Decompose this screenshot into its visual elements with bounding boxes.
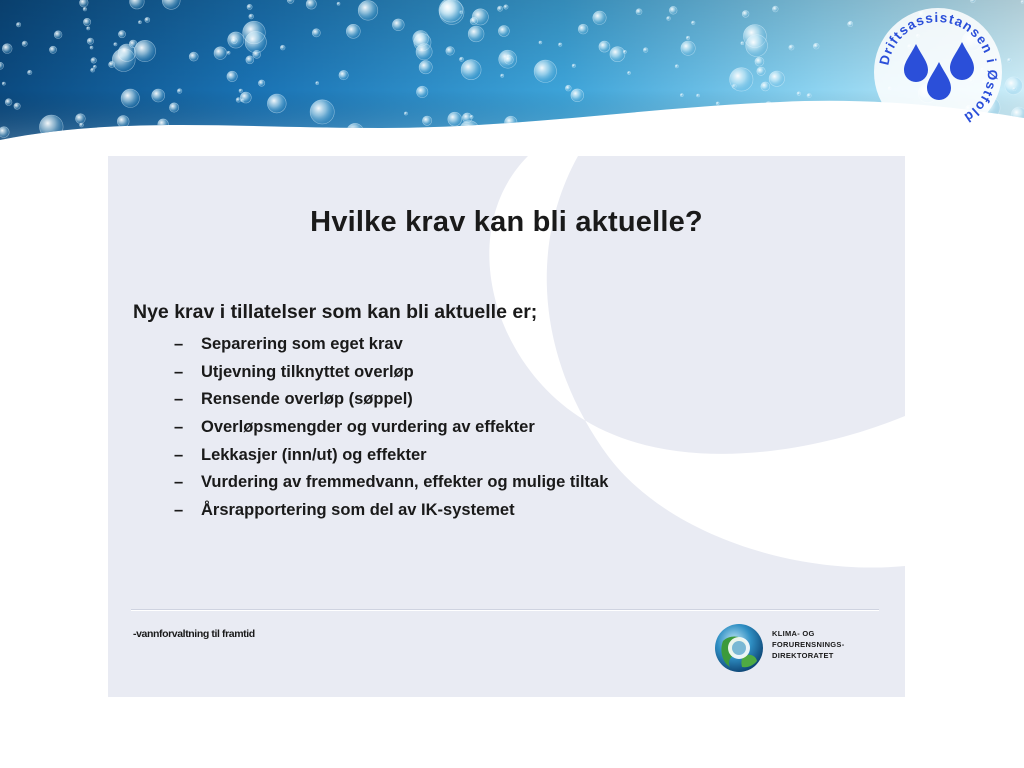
bubble bbox=[109, 61, 115, 67]
bubble bbox=[772, 6, 778, 12]
bubble bbox=[347, 123, 364, 140]
bubble bbox=[227, 71, 237, 81]
agency-name-line: KLIMA- OG bbox=[772, 629, 815, 638]
bubble bbox=[470, 115, 473, 118]
bullet-dash: – bbox=[174, 335, 184, 353]
list-item bbox=[174, 471, 608, 499]
bubble bbox=[849, 112, 852, 115]
bubble bbox=[697, 94, 700, 97]
bubble bbox=[214, 47, 227, 60]
requirements-list bbox=[174, 333, 608, 527]
bubble bbox=[239, 89, 242, 92]
bubble bbox=[1005, 77, 1023, 95]
bubble bbox=[848, 22, 853, 27]
bubble bbox=[90, 46, 93, 49]
slide bbox=[108, 156, 905, 697]
bubble bbox=[417, 86, 428, 97]
bubble bbox=[730, 68, 753, 91]
bullet-dash: – bbox=[174, 390, 184, 409]
footer-divider bbox=[131, 609, 879, 611]
bullet-dash: – bbox=[174, 501, 184, 520]
bubble bbox=[134, 40, 155, 61]
bubble bbox=[539, 41, 542, 44]
driftsassistansen-logo bbox=[872, 6, 1004, 138]
agency-name-line: FORURENSNINGS- bbox=[772, 640, 845, 649]
footer-slogan: -vannforvaltning til framtid bbox=[133, 628, 255, 640]
bubble bbox=[169, 103, 178, 112]
bubble bbox=[746, 35, 768, 57]
bubble bbox=[742, 11, 749, 18]
bullet-dash: – bbox=[174, 418, 184, 437]
bubble bbox=[716, 102, 719, 105]
bubble bbox=[636, 9, 642, 15]
bubble bbox=[623, 50, 626, 53]
bubble bbox=[16, 23, 20, 27]
bubble bbox=[1013, 87, 1016, 90]
bubble bbox=[765, 102, 773, 110]
bubble bbox=[498, 26, 509, 37]
bubble bbox=[80, 123, 84, 127]
bubble bbox=[114, 43, 117, 46]
bubble bbox=[280, 45, 285, 50]
list-item-text: Lekkasjer (inn/ut) og effekter bbox=[201, 445, 427, 464]
slide-lead-text: Nye krav i tillatelser som kan bli aktuelle er; bbox=[133, 301, 538, 323]
bubble bbox=[91, 58, 97, 64]
bubble bbox=[40, 115, 64, 139]
bubble bbox=[807, 94, 811, 98]
bubble bbox=[610, 47, 625, 62]
list-item bbox=[174, 388, 608, 416]
bubble bbox=[145, 17, 150, 22]
bubble bbox=[643, 48, 648, 53]
slide-title: Hvilke krav kan bli aktuelle? bbox=[310, 206, 703, 238]
bubble bbox=[505, 55, 514, 64]
bubble bbox=[87, 27, 90, 30]
bubble bbox=[358, 1, 378, 21]
bubble bbox=[470, 17, 477, 24]
bubble bbox=[346, 24, 360, 38]
bubble bbox=[76, 114, 86, 124]
list-item bbox=[174, 499, 608, 527]
bubble bbox=[2, 44, 12, 54]
logo-ring-text: Driftsassistansen i Østfold bbox=[876, 9, 1001, 126]
bubble bbox=[681, 41, 695, 55]
bubble bbox=[80, 0, 89, 7]
bubble bbox=[240, 92, 251, 103]
bullet-dash: – bbox=[174, 445, 184, 464]
bubble bbox=[158, 119, 169, 130]
bubble bbox=[691, 21, 695, 25]
bubble bbox=[677, 120, 696, 139]
bubble bbox=[461, 60, 481, 80]
bubble bbox=[28, 70, 32, 74]
bubble bbox=[1011, 107, 1024, 122]
bubble bbox=[813, 43, 819, 49]
list-item-text: Rensende overløp (søppel) bbox=[201, 390, 413, 409]
bubble bbox=[534, 60, 556, 82]
bubble bbox=[118, 31, 125, 38]
list-item bbox=[174, 361, 608, 389]
bubble bbox=[236, 98, 241, 103]
bubble bbox=[501, 74, 504, 77]
globe-icon bbox=[714, 623, 764, 673]
bubble bbox=[439, 0, 463, 22]
bubble bbox=[505, 116, 517, 128]
bubble bbox=[54, 31, 62, 39]
bubble bbox=[247, 4, 252, 9]
bubble bbox=[769, 71, 784, 86]
bubble bbox=[83, 7, 87, 11]
list-item-text: Overløpsmengder og vurdering av effekter bbox=[201, 418, 535, 437]
bubble bbox=[970, 0, 975, 3]
agency-name bbox=[772, 628, 845, 661]
bubble bbox=[337, 2, 340, 5]
bubble bbox=[245, 31, 266, 52]
list-item-text: Vurdering av fremmedvann, effekter og mulige tiltak bbox=[201, 473, 609, 492]
bubble bbox=[2, 82, 5, 85]
bubble bbox=[246, 56, 254, 64]
bubble bbox=[316, 82, 319, 85]
bubble bbox=[312, 29, 320, 37]
bubble bbox=[769, 121, 776, 128]
bubble bbox=[757, 67, 765, 75]
bubble bbox=[582, 122, 585, 125]
bubble bbox=[258, 80, 264, 86]
bubble bbox=[117, 116, 129, 128]
bubble bbox=[572, 64, 575, 67]
bubble bbox=[675, 65, 678, 68]
bubble bbox=[468, 26, 484, 42]
bubble bbox=[267, 94, 286, 113]
bubble bbox=[504, 5, 508, 9]
water-banner bbox=[0, 0, 1024, 150]
bubble bbox=[1007, 58, 1011, 62]
bubble bbox=[306, 0, 316, 9]
bubble bbox=[599, 41, 610, 52]
bubble bbox=[686, 36, 689, 39]
bubble bbox=[422, 116, 431, 125]
list-item-text: Utjevning tilknyttet overløp bbox=[201, 362, 414, 381]
bubble bbox=[789, 45, 794, 50]
bubble bbox=[49, 46, 56, 53]
bubble bbox=[152, 89, 165, 102]
bullet-dash: – bbox=[174, 362, 184, 381]
bubble bbox=[667, 17, 671, 21]
bubble bbox=[231, 38, 237, 44]
bubble bbox=[189, 52, 198, 61]
bubble bbox=[419, 61, 432, 74]
bubble bbox=[797, 92, 801, 96]
bubble bbox=[565, 85, 571, 91]
bubble bbox=[121, 89, 139, 107]
list-item-text: Årsrapportering som del av IK-systemet bbox=[201, 501, 515, 520]
bubble bbox=[87, 38, 93, 44]
list-item-text: Separering som eget krav bbox=[201, 335, 403, 353]
bubble bbox=[802, 119, 811, 128]
bubble bbox=[93, 65, 96, 68]
bubble bbox=[459, 57, 463, 61]
bubble bbox=[761, 82, 770, 91]
bubble bbox=[571, 89, 584, 102]
bubble bbox=[310, 100, 334, 124]
bubble bbox=[593, 11, 606, 24]
bubble bbox=[14, 103, 20, 109]
bubble bbox=[392, 19, 404, 31]
bubble bbox=[674, 116, 678, 120]
agency-logo bbox=[714, 622, 894, 674]
bubble bbox=[446, 47, 455, 56]
bubble bbox=[578, 24, 588, 34]
bubble bbox=[177, 89, 182, 94]
bubble bbox=[497, 6, 502, 11]
bubble bbox=[0, 127, 9, 138]
bullet-dash: – bbox=[174, 473, 184, 492]
bubble bbox=[91, 68, 95, 72]
bubble bbox=[83, 18, 90, 25]
list-item bbox=[174, 444, 608, 472]
bubble bbox=[227, 51, 230, 54]
agency-name-line: DIREKTORATET bbox=[772, 651, 834, 660]
bubble bbox=[22, 41, 27, 46]
bubble bbox=[669, 6, 677, 14]
list-item bbox=[174, 333, 608, 361]
bubble bbox=[404, 112, 407, 115]
bubble bbox=[448, 112, 462, 126]
bubble bbox=[741, 42, 744, 45]
bubble bbox=[416, 44, 432, 60]
bubble bbox=[628, 71, 631, 74]
bubble bbox=[249, 14, 254, 19]
bubble bbox=[138, 21, 141, 24]
bubble bbox=[755, 57, 764, 66]
bubble bbox=[559, 43, 562, 46]
bubble bbox=[339, 70, 348, 79]
bubble bbox=[5, 99, 12, 106]
bubble bbox=[460, 121, 480, 141]
list-item bbox=[174, 416, 608, 444]
bubble bbox=[129, 40, 137, 48]
bubble bbox=[680, 94, 683, 97]
